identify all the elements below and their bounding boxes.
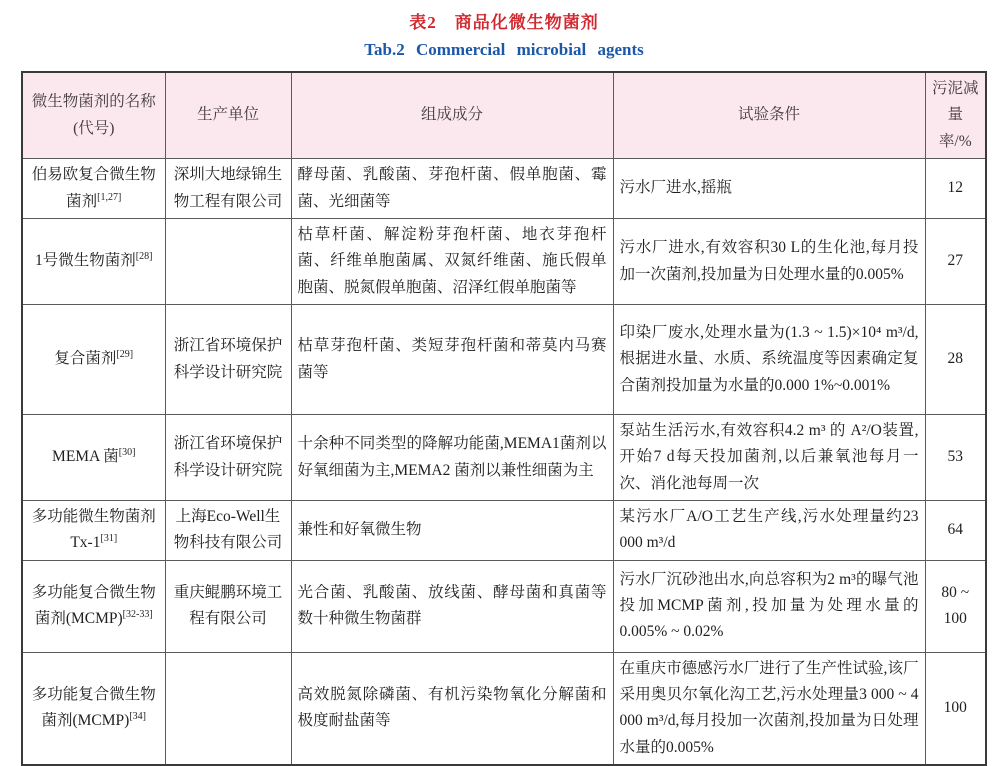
test-conditions-cell: 污水厂沉砂池出水,向总容积为2 m³的曝气池投加MCMP菌剂,投加量为处理水量的0.005% ~ 0.02%: [613, 560, 925, 652]
table-row: [22, 415, 986, 501]
agent-name: 1号微生物菌剂: [35, 252, 136, 270]
composition-cell: 枯草杆菌、解淀粉芽孢杆菌、地衣芽孢杆菌、纤维单胞菌属、双氮纤维菌、施氏假单胞菌、脱氮假单胞菌、沼泽红假单胞菌等: [291, 219, 613, 305]
table-row: [22, 219, 986, 305]
reduction-rate-cell: 100: [925, 652, 986, 765]
agent-name: 伯易欧复合微生物菌剂: [31, 166, 156, 210]
agent-name: 多功能复合微生物菌剂(MCMP): [31, 583, 156, 628]
test-conditions-cell: 污水厂进水,有效容积30 L的生化池,每月投加一次菌剂,投加量为日处理水量的0.005%: [613, 219, 925, 305]
col-header-composition: 组成成分: [291, 72, 613, 159]
col-header-producer: 生产单位: [165, 72, 291, 159]
agent-name-cell: [22, 560, 165, 652]
table-row: [22, 560, 986, 652]
agent-name-cell: [22, 652, 165, 765]
test-conditions-cell: 印染厂废水,处理水量为(1.3 ~ 1.5)×10⁴ m³/d,根据进水量、水质、系统温度等因素确定复合菌剂投加量为水量的0.000 1%~0.001%: [613, 305, 925, 415]
producer-cell: [165, 219, 291, 305]
test-conditions-cell: 泵站生活污水,有效容积4.2 m³ 的 A²/O装置,开始7 d每天投加菌剂,以后兼氧池每月一次、消化池每周一次: [613, 415, 925, 501]
agent-name: 多功能复合微生物菌剂(MCMP): [31, 686, 156, 730]
agent-name: MEMA 菌: [52, 448, 119, 466]
agent-name-cell: [22, 415, 165, 501]
agent-name-cell: [22, 219, 165, 305]
reduction-rate-cell: 80 ~ 100: [925, 560, 986, 652]
reduction-rate-cell: 53: [925, 415, 986, 501]
composition-cell: 十余种不同类型的降解功能菌,MEMA1菌剂以好氧细菌为主,MEMA2 菌剂以兼性细菌为主: [291, 415, 613, 501]
citation-ref: [32-33]: [122, 609, 153, 621]
reduction-rate-cell: 28: [925, 305, 986, 415]
reduction-rate-cell: 12: [925, 159, 986, 219]
table-row: [22, 305, 986, 415]
producer-cell: 重庆鲲鹏环境工程有限公司: [165, 560, 291, 652]
table-row: [22, 501, 986, 561]
agent-name-cell: [22, 305, 165, 415]
col-header-sludge-reduction-rate: 污泥减量率/%: [925, 72, 986, 159]
table-caption-en: Tab.2 Commercial microbial agents: [364, 40, 644, 59]
agent-name: 复合菌剂: [54, 350, 117, 368]
producer-cell: [165, 652, 291, 765]
composition-cell: 高效脱氮除磷菌、有机污染物氧化分解菌和极度耐盐菌等: [291, 652, 613, 765]
producer-cell: 深圳大地绿锦生物工程有限公司: [165, 159, 291, 219]
test-conditions-cell: 污水厂进水,摇瓶: [613, 159, 925, 219]
citation-ref: [31]: [100, 533, 118, 545]
commercial-microbial-agents-table: [21, 71, 987, 766]
producer-cell: 浙江省环境保护科学设计研究院: [165, 415, 291, 501]
citation-ref: [34]: [129, 711, 147, 723]
composition-cell: 枯草芽孢杆菌、类短芽孢杆菌和蒂莫内马赛菌等: [291, 305, 613, 415]
test-conditions-cell: 在重庆市德感污水厂进行了生产性试验,该厂采用奥贝尔氧化沟工艺,污水处理量3 000 ~ 4 000 m³/d,每月投加一次菌剂,投加量为日处理水量的0.005%: [613, 652, 925, 765]
composition-cell: 兼性和好氧微生物: [291, 501, 613, 561]
composition-cell: 光合菌、乳酸菌、放线菌、酵母菌和真菌等数十种微生物菌群: [291, 560, 613, 652]
reduction-rate-cell: 27: [925, 219, 986, 305]
col-header-test-conditions: 试验条件: [613, 72, 925, 159]
composition-cell: 酵母菌、乳酸菌、芽孢杆菌、假单胞菌、霉菌、光细菌等: [291, 159, 613, 219]
col-header-agent-name: 微生物菌剂的名称(代号): [22, 72, 165, 159]
agent-name-cell: [22, 501, 165, 561]
table-row: [22, 652, 986, 765]
citation-ref: [1,27]: [97, 191, 122, 203]
citation-ref: [30]: [118, 447, 136, 459]
table-caption-zh: 表2 商品化微生物菌剂: [409, 13, 599, 32]
table-row: [22, 159, 986, 219]
reduction-rate-cell: 64: [925, 501, 986, 561]
table-header-row: [22, 72, 986, 159]
citation-ref: [28]: [135, 251, 153, 263]
test-conditions-cell: 某污水厂A/O工艺生产线,污水处理量约23 000 m³/d: [613, 501, 925, 561]
citation-ref: [29]: [116, 349, 134, 361]
agent-name-cell: [22, 159, 165, 219]
producer-cell: 浙江省环境保护科学设计研究院: [165, 305, 291, 415]
agent-name: 多功能微生物菌剂Tx-1: [31, 508, 156, 552]
producer-cell: 上海Eco-Well生物科技有限公司: [165, 501, 291, 561]
